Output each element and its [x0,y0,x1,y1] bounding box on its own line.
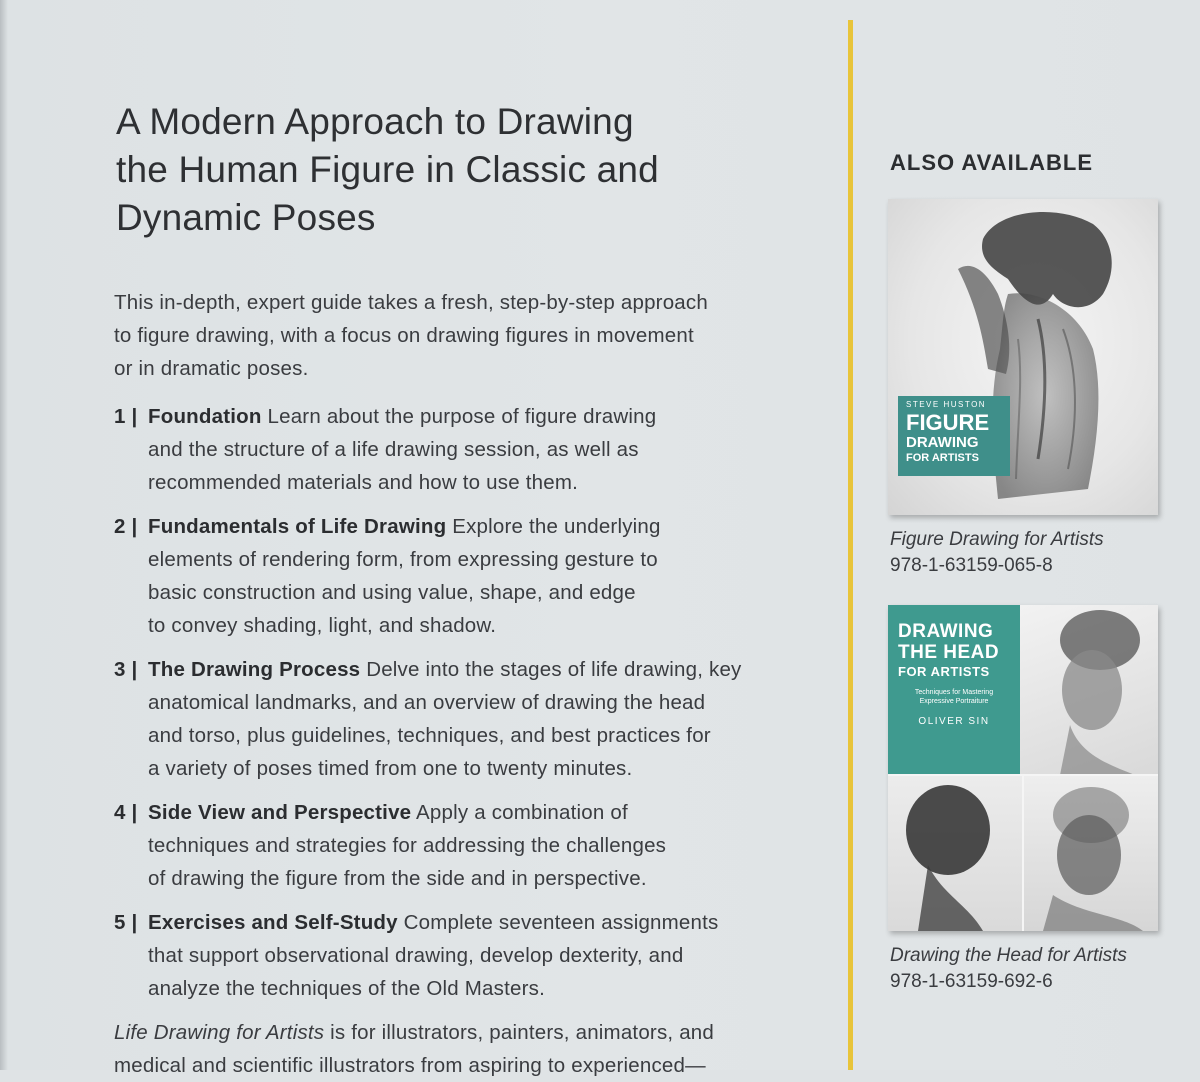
chapter-number: 4 | [114,801,138,824]
intro-paragraph [114,286,832,385]
cover-subtitle [898,688,1010,706]
chapter-title: Exercises and Self-Study [148,911,398,934]
chapter-text: that support observational drawing, develop dexterity, and [148,944,684,967]
book-caption [890,943,1188,995]
chapter-item [112,653,832,785]
cover-author: OLIVER SIN [918,716,990,727]
chapter-text: to convey shading, light, and shadow. [148,614,497,637]
drawing-the-head-cover [888,605,1158,931]
book-isbn: 978-1-63159-065-8 [890,555,1053,576]
chapter-text: anatomical landmarks, and an overview of drawing the head [148,691,706,714]
chapter-number: 1 | [114,405,138,428]
chapter-item [112,400,832,499]
chapter-title: Side View and Perspective [148,801,412,824]
chapter-text: Delve into the stages of life drawing, key [360,658,742,681]
book-isbn: 978-1-63159-692-6 [890,971,1053,992]
closing-paragraph [114,1016,832,1082]
chapter-text: Learn about the purpose of figure drawing [261,405,657,428]
cover-author: STEVE HUSTON [906,400,987,409]
chapter-title: Fundamentals of Life Drawing [148,515,447,538]
chapter-text: elements of rendering form, from expressing gesture to [148,548,658,571]
cover-title: FOR ARTISTS [898,664,990,679]
closing-text: medical and scientific illustrators from aspiring to experienced— [114,1054,706,1077]
also-available-column [888,150,1188,1021]
cover-subtitle-line: Techniques for Mastering [914,689,994,696]
also-available-heading: ALSO AVAILABLE [890,150,1094,175]
intro-line: This in-depth, expert guide takes a fresh, step-by-step approach [114,291,708,314]
portrait-image [1023,775,1158,931]
intro-line: or in dramatic poses. [114,357,309,380]
chapter-text: and the structure of a life drawing session, as well as [148,438,639,461]
cover-title: DRAWING [898,621,994,642]
chapter-list [112,400,832,1005]
chapter-number: 2 | [114,515,138,538]
page-edge-shadow [0,0,8,1070]
cover-subtitle-line: Expressive Portraiture [919,698,989,705]
closing-book-title: Life Drawing for Artists [114,1021,325,1044]
chapter-item [112,796,832,895]
yellow-divider [848,20,853,1070]
cover-title: FIGURE [906,410,990,435]
chapter-text: Explore the underlying [446,515,661,538]
portrait-image [1020,605,1158,775]
chapter-item [112,906,832,1005]
cover-title-block [898,396,1010,476]
chapter-number: 3 | [114,658,138,681]
cover-title: THE HEAD [898,642,1000,663]
chapter-text: techniques and strategies for addressing the challenges [148,834,667,857]
chapter-text: and torso, plus guidelines, techniques, and best practices for [148,724,711,747]
chapter-title: Foundation [148,405,262,428]
chapter-item [112,510,832,642]
cover-separator [1022,775,1024,931]
chapter-text: recommended materials and how to use them. [148,471,579,494]
chapter-text: of drawing the figure from the side and in perspective. [148,867,647,890]
chapter-number: 5 | [114,911,138,934]
figure-drawing-cover [888,199,1158,515]
chapter-text: analyze the techniques of the Old Masters. [148,977,545,1000]
chapter-text: Apply a combination of [411,801,628,824]
closing-text: is for illustrators, painters, animators, and [324,1021,714,1044]
headline-line: Dynamic Poses [116,197,376,238]
book-caption [890,527,1188,579]
chapter-text: Complete seventeen assignments [397,911,719,934]
headline-line: the Human Figure in Classic and [116,149,659,190]
main-column [112,98,832,1082]
book-title: Drawing the Head for Artists [890,945,1127,966]
intro-line: to figure drawing, with a focus on drawing figures in movement [114,324,694,347]
chapter-title: The Drawing Process [148,658,361,681]
cover-title: FOR ARTISTS [906,452,979,464]
chapter-text: basic construction and using value, shape, and edge [148,581,636,604]
chapter-text: a variety of poses timed from one to twenty minutes. [148,757,633,780]
portrait-image [888,775,1023,931]
book-title: Figure Drawing for Artists [890,529,1104,550]
cover-title: DRAWING [906,434,979,451]
headline-line: A Modern Approach to Drawing [116,101,634,142]
cover-title-block [888,605,1020,775]
headline [116,98,832,242]
